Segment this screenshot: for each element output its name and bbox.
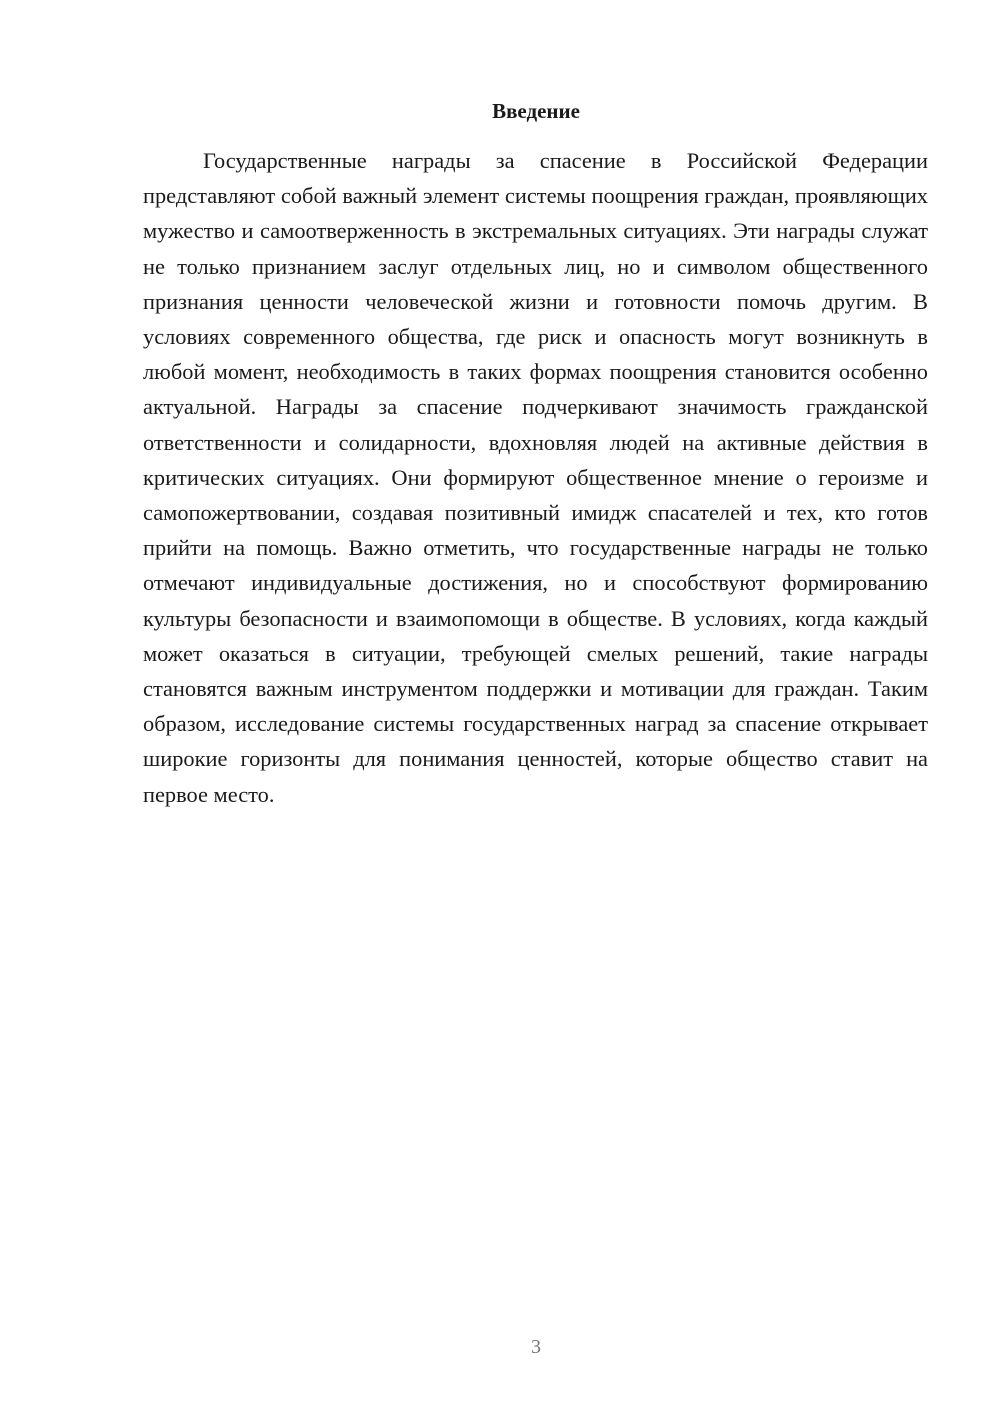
page-number: 3: [531, 1336, 541, 1358]
section-title: Введение: [492, 99, 580, 123]
body-paragraph: Государственные награды за спасение в Российской Федерации представляют собой важный элемент системы поощрения граждан, проявляющих мужество и самоотверженность в экстремальных ситуациях. Эти награды служат не только признанием заслуг отдельных лиц, но и символом общественного признания ценности человеческой жизни и готовности помочь другим. В условиях современного общества, где риск и опасность могут возникнуть в любой момент, необходимость в таких формах поощрения становится особенно актуальной. Награды за спасение подчеркивают значимость гражданской ответственности и солидарности, вдохновляя людей на активные действия в критических ситуациях. Они формируют общественное мнение о героизме и самопожертвовании, создавая позитивный имидж спасателей и тех, кто готов прийти на помощь. Важно отметить, что государственные награды не только отмечают индивидуальные достижения, но и способствуют формированию культуры безопасности и взаимопомощи в обществе. В условиях, когда каждый может оказаться в ситуации, требующей смелых решений, такие награды становятся важным инструментом поддержки и мотивации для граждан. Таким образом, исследование системы государственных наград за спасение открывает широкие горизонты для понимания ценностей, которые общество ставит на первое место.: [143, 148, 928, 807]
